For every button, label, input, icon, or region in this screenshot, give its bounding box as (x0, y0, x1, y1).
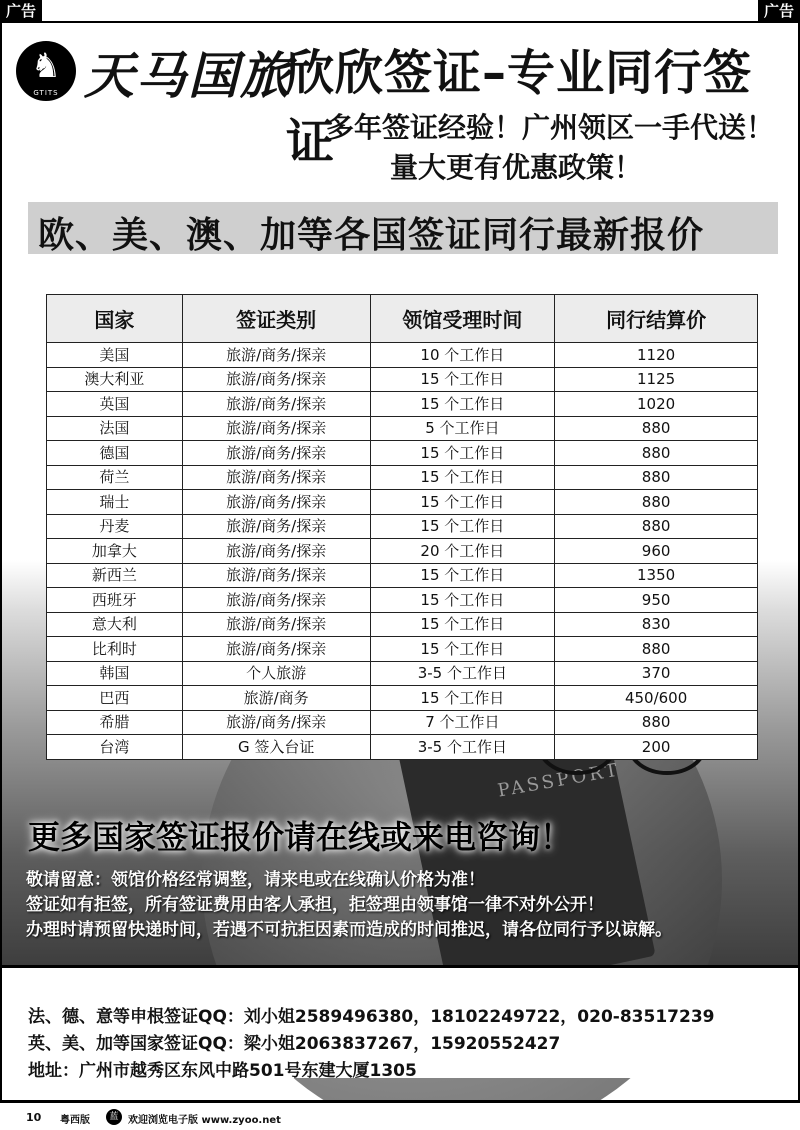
promo-line-1: 多年签证经验！广州领区一手代送！ (325, 111, 774, 144)
cell-price: 950 (555, 588, 758, 613)
cell-processing-time: 15 个工作日 (370, 637, 555, 662)
cell-country: 加拿大 (47, 539, 183, 564)
cell-country: 意大利 (47, 612, 183, 637)
cell-country: 台湾 (47, 735, 183, 760)
cell-visa-type: 旅游/商务/探亲 (182, 637, 370, 662)
contact-schengen: 法、德、意等申根签证QQ：刘小姐2589496380，18102249722，020-83517239 (28, 1007, 715, 1027)
passport-text: PASSPORT (496, 759, 622, 802)
cell-processing-time: 3-5 个工作日 (370, 661, 555, 686)
cell-country: 西班牙 (47, 588, 183, 613)
cell-price: 370 (555, 661, 758, 686)
table-row (47, 416, 758, 441)
cell-visa-type: 旅游/商务/探亲 (182, 588, 370, 613)
cell-processing-time: 15 个工作日 (370, 441, 555, 466)
page-footer (0, 1100, 800, 1130)
cell-country: 美国 (47, 343, 183, 368)
page-number: 10 (26, 1111, 42, 1124)
cell-processing-time: 15 个工作日 (370, 686, 555, 711)
cell-price: 1125 (555, 367, 758, 392)
table-row (47, 588, 758, 613)
visa-price-table (46, 294, 758, 760)
note-line: 签证如有拒签，所有签证费用由客人承担，拒签理由领事馆一律不对外公开！ (26, 895, 604, 915)
table-row (47, 612, 758, 637)
cell-visa-type: 旅游/商务/探亲 (182, 710, 370, 735)
contact-block (2, 965, 798, 1081)
table-row (47, 563, 758, 588)
cell-price: 450/600 (555, 686, 758, 711)
cell-price: 880 (555, 514, 758, 539)
cell-country: 新西兰 (47, 563, 183, 588)
header-country: 国家 (47, 295, 183, 343)
table-row (47, 392, 758, 417)
table-body (47, 343, 758, 760)
footer-rule (0, 1100, 800, 1103)
cell-visa-type: 旅游/商务/探亲 (182, 612, 370, 637)
cell-visa-type: 旅游/商务/探亲 (182, 563, 370, 588)
cell-processing-time: 15 个工作日 (370, 367, 555, 392)
cell-visa-type: G 签入台证 (182, 735, 370, 760)
cell-processing-time: 15 个工作日 (370, 392, 555, 417)
header-processing-time: 领馆受理时间 (370, 295, 555, 343)
cell-country: 比利时 (47, 637, 183, 662)
table-row (47, 441, 758, 466)
cell-processing-time: 15 个工作日 (370, 588, 555, 613)
cell-processing-time: 15 个工作日 (370, 490, 555, 515)
cell-visa-type: 旅游/商务/探亲 (182, 465, 370, 490)
consult-headline: 更多国家签证报价请在线或来电咨询！ (28, 818, 573, 856)
ad-label-right: 广告 (758, 0, 800, 22)
cell-visa-type: 旅游/商务 (182, 686, 370, 711)
publication-logo-icon: 蓝 (106, 1109, 122, 1125)
table-row (47, 735, 758, 760)
horse-logo-icon: ♞ GTITS (16, 41, 76, 101)
edition-label: 粤西版 (60, 1115, 90, 1126)
cell-visa-type: 旅游/商务/探亲 (182, 539, 370, 564)
cell-price: 200 (555, 735, 758, 760)
ad-label-left: 广告 (0, 0, 42, 22)
cell-visa-type: 旅游/商务/探亲 (182, 490, 370, 515)
cell-processing-time: 15 个工作日 (370, 612, 555, 637)
cell-visa-type: 个人旅游 (182, 661, 370, 686)
cell-price: 880 (555, 490, 758, 515)
cell-processing-time: 7 个工作日 (370, 710, 555, 735)
cell-visa-type: 旅游/商务/探亲 (182, 392, 370, 417)
cell-country: 荷兰 (47, 465, 183, 490)
cell-processing-time: 3-5 个工作日 (370, 735, 555, 760)
headline: 欣欣签证–专业同行签证 (286, 45, 753, 170)
contact-address: 地址：广州市越秀区东风中路501号东建大厦1305 (28, 1061, 417, 1081)
cell-price: 880 (555, 441, 758, 466)
cell-country: 希腊 (47, 710, 183, 735)
cell-processing-time: 5 个工作日 (370, 416, 555, 441)
promo-line-2: 量大更有优惠政策！ (390, 151, 643, 184)
footer-website: 欢迎浏览电子版 www.zyoo.net (128, 1115, 281, 1126)
header-visa-type: 签证类别 (182, 295, 370, 343)
logo-subtext: GTITS (33, 89, 59, 97)
cell-price: 880 (555, 710, 758, 735)
cell-price: 1020 (555, 392, 758, 417)
table-header-row (47, 295, 758, 343)
table-row (47, 490, 758, 515)
table-row (47, 367, 758, 392)
notes-block (26, 868, 796, 943)
table-row (47, 686, 758, 711)
cell-country: 澳大利亚 (47, 367, 183, 392)
contact-uk-us-ca: 英、美、加等国家签证QQ：梁小姐2063837267，15920552427 (28, 1034, 561, 1054)
cell-visa-type: 旅游/商务/探亲 (182, 367, 370, 392)
cell-country: 瑞士 (47, 490, 183, 515)
cell-country: 韩国 (47, 661, 183, 686)
cell-price: 830 (555, 612, 758, 637)
cell-price: 880 (555, 637, 758, 662)
table-row (47, 661, 758, 686)
cell-price: 880 (555, 416, 758, 441)
table-row (47, 539, 758, 564)
cell-country: 巴西 (47, 686, 183, 711)
cell-processing-time: 10 个工作日 (370, 343, 555, 368)
cell-visa-type: 旅游/商务/探亲 (182, 343, 370, 368)
table-row (47, 637, 758, 662)
table-row (47, 514, 758, 539)
table-row (47, 710, 758, 735)
cell-price: 1350 (555, 563, 758, 588)
cell-country: 丹麦 (47, 514, 183, 539)
cell-processing-time: 15 个工作日 (370, 465, 555, 490)
cell-processing-time: 15 个工作日 (370, 514, 555, 539)
note-line: 敬请留意：领馆价格经常调整，请来电或在线确认价格为准！ (26, 870, 485, 890)
cell-visa-type: 旅游/商务/探亲 (182, 416, 370, 441)
cell-country: 法国 (47, 416, 183, 441)
cell-price: 880 (555, 465, 758, 490)
note-line: 办理时请预留快递时间，若遇不可抗拒因素而造成的时间推迟，请各位同行予以谅解。 (26, 920, 672, 940)
table-row (47, 465, 758, 490)
header-price: 同行结算价 (555, 295, 758, 343)
cell-price: 1120 (555, 343, 758, 368)
banner-title: 欧、美、澳、加等各国签证同行最新报价 (38, 215, 705, 256)
cell-visa-type: 旅游/商务/探亲 (182, 441, 370, 466)
table-row (47, 343, 758, 368)
cell-country: 德国 (47, 441, 183, 466)
cell-country: 英国 (47, 392, 183, 417)
cell-visa-type: 旅游/商务/探亲 (182, 514, 370, 539)
brand-name: 天马国旅 (84, 46, 292, 105)
cell-processing-time: 15 个工作日 (370, 563, 555, 588)
cell-price: 960 (555, 539, 758, 564)
cell-processing-time: 20 个工作日 (370, 539, 555, 564)
